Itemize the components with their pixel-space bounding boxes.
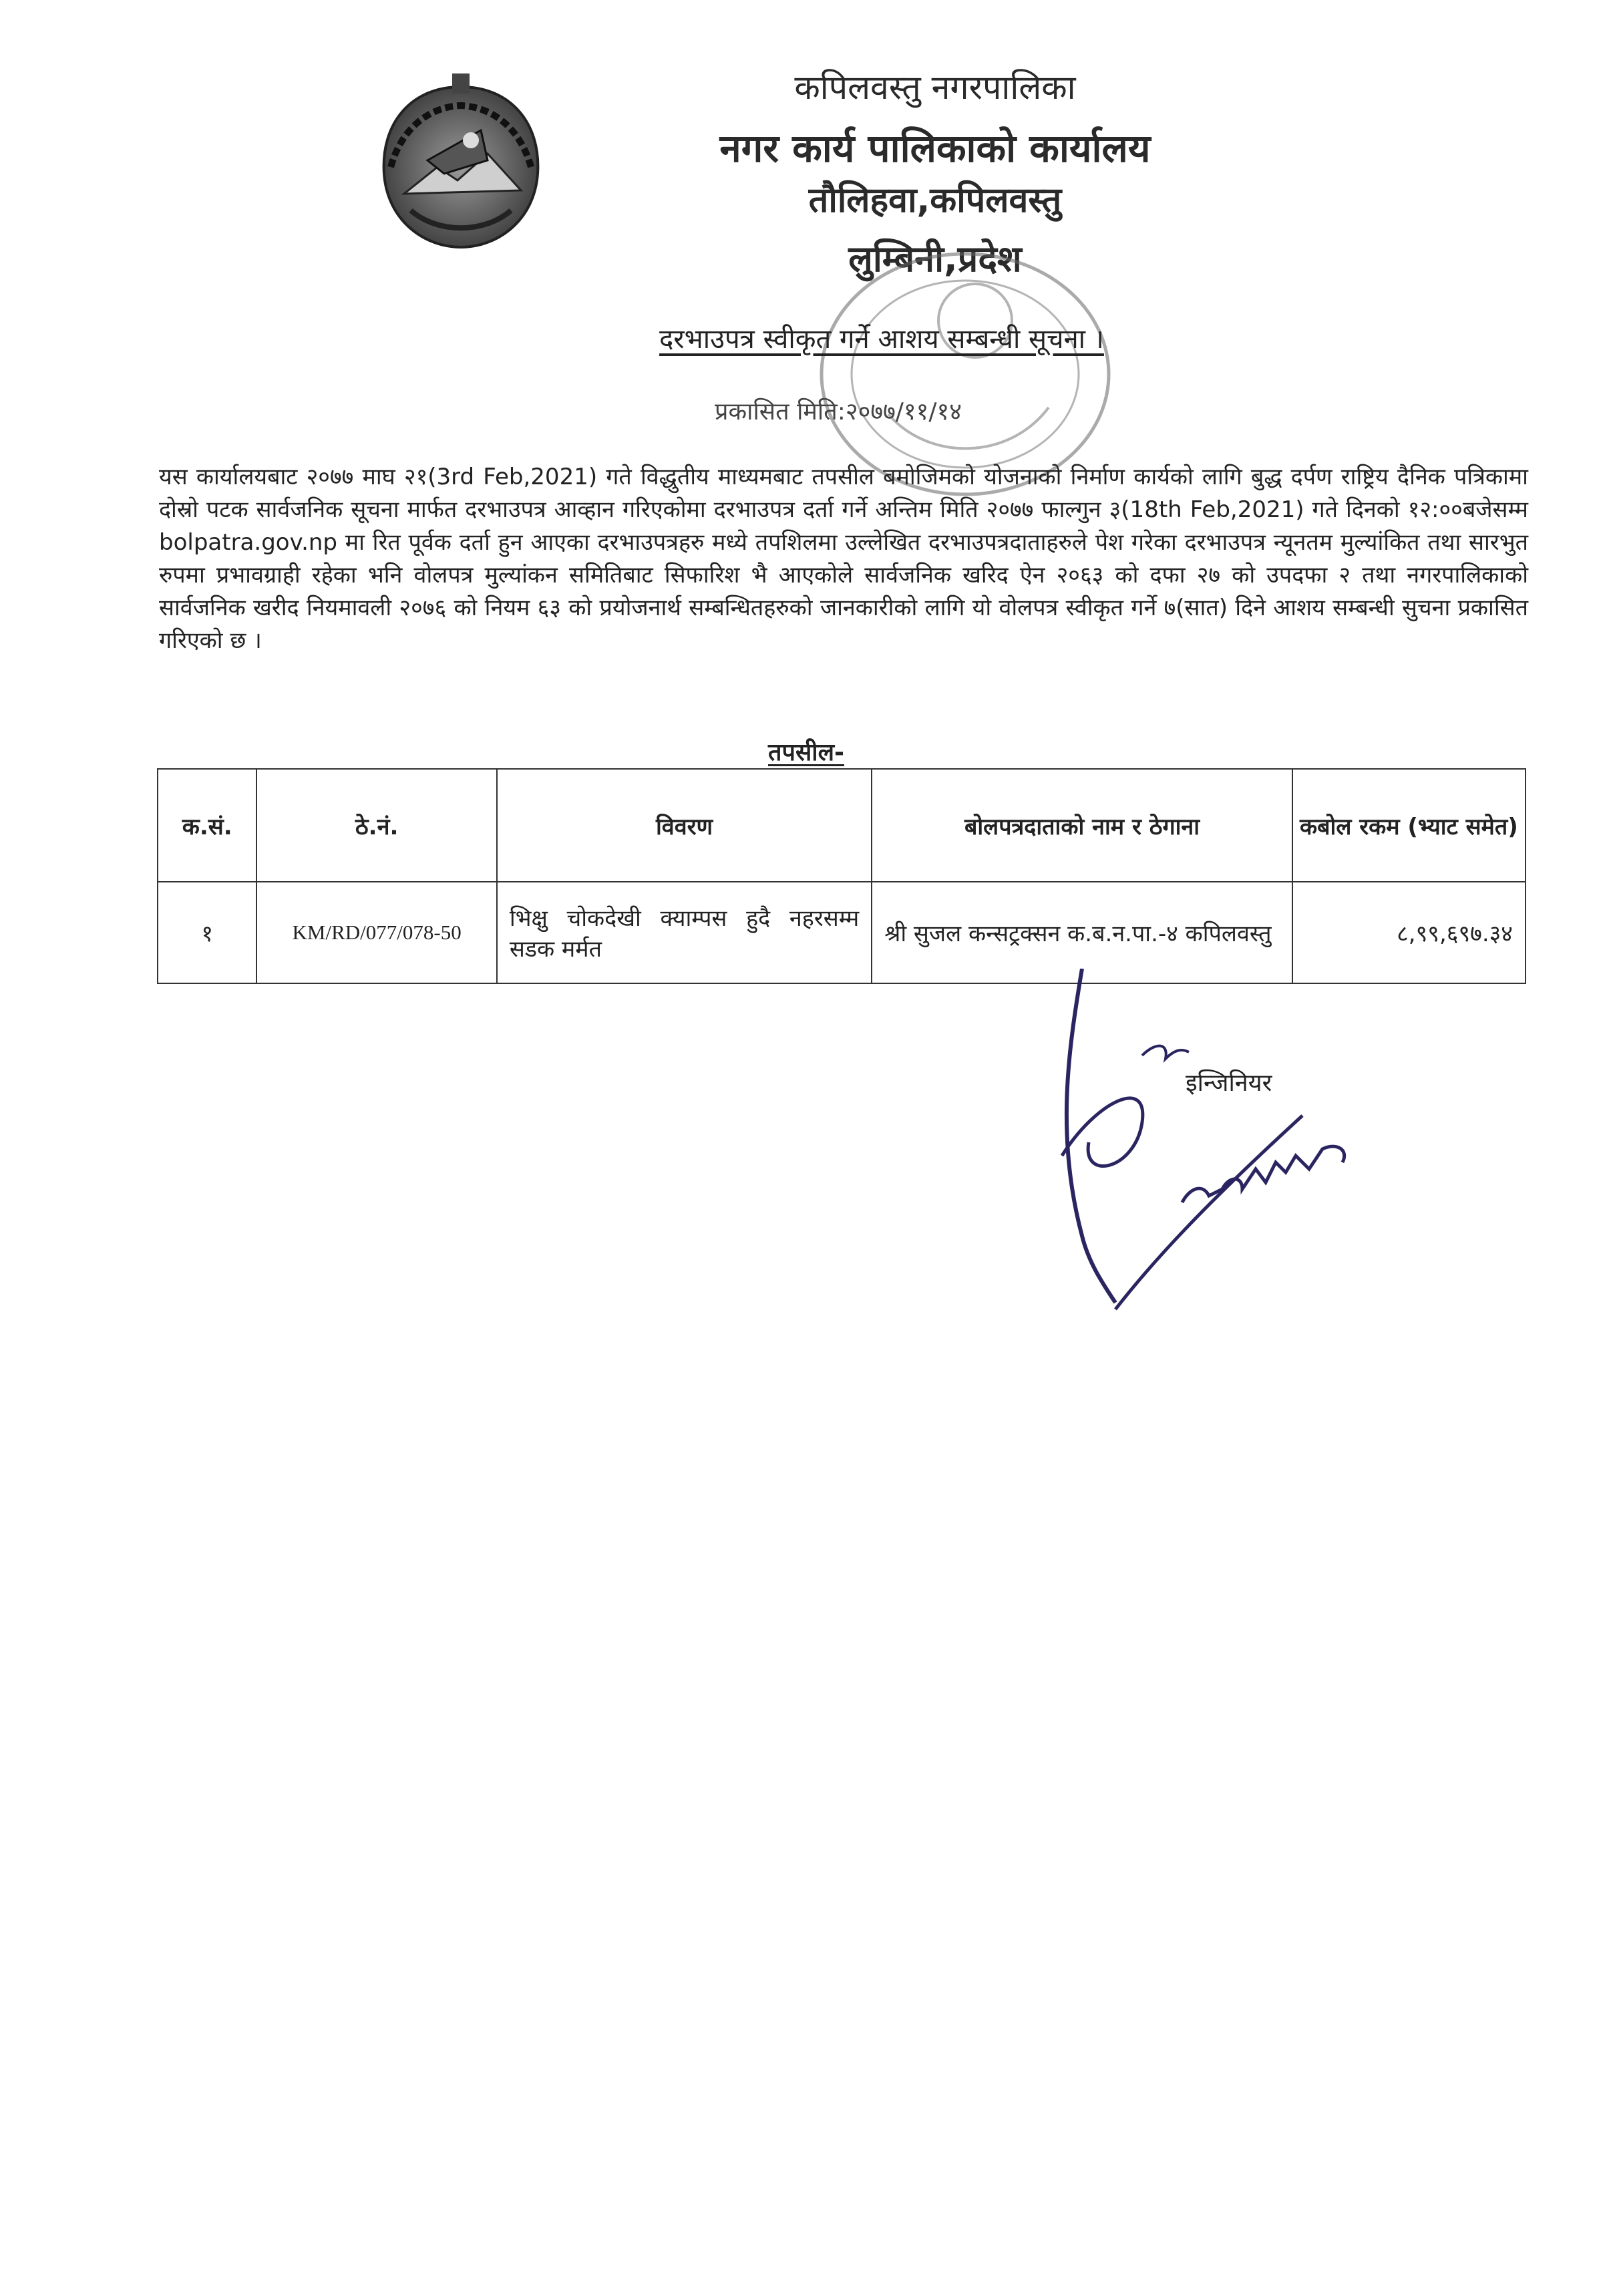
province-name: लुम्बिनी,प्रदेश: [848, 238, 1022, 280]
cell-description: भिक्षु चोकदेखी क्याम्पस हुदै नहरसम्म सडक मर्मत: [497, 882, 872, 983]
cell-bidder: श्री सुजल कन्सट्रक्सन क.ब.न.पा.-४ कपिलवस्तु: [872, 882, 1292, 983]
signatory-role: इन्जिनियर: [1186, 1070, 1272, 1097]
col-header-amount: कबोल रकम (भ्याट समेत): [1292, 769, 1526, 882]
handwritten-signature: [1042, 969, 1443, 1316]
office-name: नगर कार्य पालिकाको कार्यालय: [719, 126, 1151, 171]
municipality-name: कपिलवस्तु नगरपालिका: [794, 68, 1076, 107]
col-header-sn: क.सं.: [158, 769, 256, 882]
table-header-row: [158, 769, 1526, 882]
details-heading: तपसील-: [768, 739, 844, 766]
col-header-contract-no: ठे.नं.: [256, 769, 496, 882]
cell-contract-no: KM/RD/077/078-50: [256, 882, 496, 983]
published-date: प्रकासित मिति:२०७७/११/१४: [715, 398, 962, 426]
bid-table: [157, 768, 1526, 984]
col-header-description: विवरण: [497, 769, 872, 882]
notice-subject: दरभाउपत्र स्वीकृत गर्ने आशय सम्बन्धी सूचना ।: [659, 324, 1104, 355]
office-address: तौलिहवा,कपिलवस्तु: [808, 180, 1062, 220]
col-header-bidder: बोलपत्रदाताको नाम र ठेगाना: [872, 769, 1292, 882]
cell-sn: १: [158, 882, 256, 983]
notice-body: यस कार्यालयबाट २०७७ माघ २१(3rd Feb,2021) गते विद्धुतीय माध्यमबाट तपसील बमोजिमको योजनाको निर्माण कार्यको लागि बुद्ध दर्पण राष्ट्रिय दैनिक पत्रिकामा दोस्रो पटक सार्वजनिक सूचना मार्फत दरभाउपत्र आव्हान गरिएकोमा दरभाउपत्र दर्ता गर्ने अन्तिम मिति २०७७ फाल्गुन ३(18th Feb,2021) गते दिनको १२:००बजेसम्म bolpatra.gov.np मा रित पूर्वक दर्ता हुन आएका दरभाउपत्रहरु मध्ये तपशिलमा उल्लेखित दरभाउपत्रदाताहरुले पेश गरेका दरभाउपत्र न्यूनतम मुल्यांकित तथा सारभुत रुपमा प्रभावग्राही रहेका भनि वोलपत्र मुल्यांकन समितिबाट सिफारिश भै आएकोले सार्वजनिक खरिद ऐन २०६३ को दफा २७ को उपदफा २ तथा नगरपालिकाको सार्वजनिक खरीद नियमावली २०७६ को नियम ६३ को प्रयोजनार्थ सम्बन्धितहरुको जानकारीको लागि यो वोलपत्र स्वीकृत गर्ने ७(सात) दिने आशय सम्बन्धी सुचना प्रकासित गरिएको छ ।: [159, 464, 1528, 654]
cell-amount: ८,९९,६९७.३४: [1292, 882, 1526, 983]
nepal-emblem-logo: [364, 67, 558, 261]
